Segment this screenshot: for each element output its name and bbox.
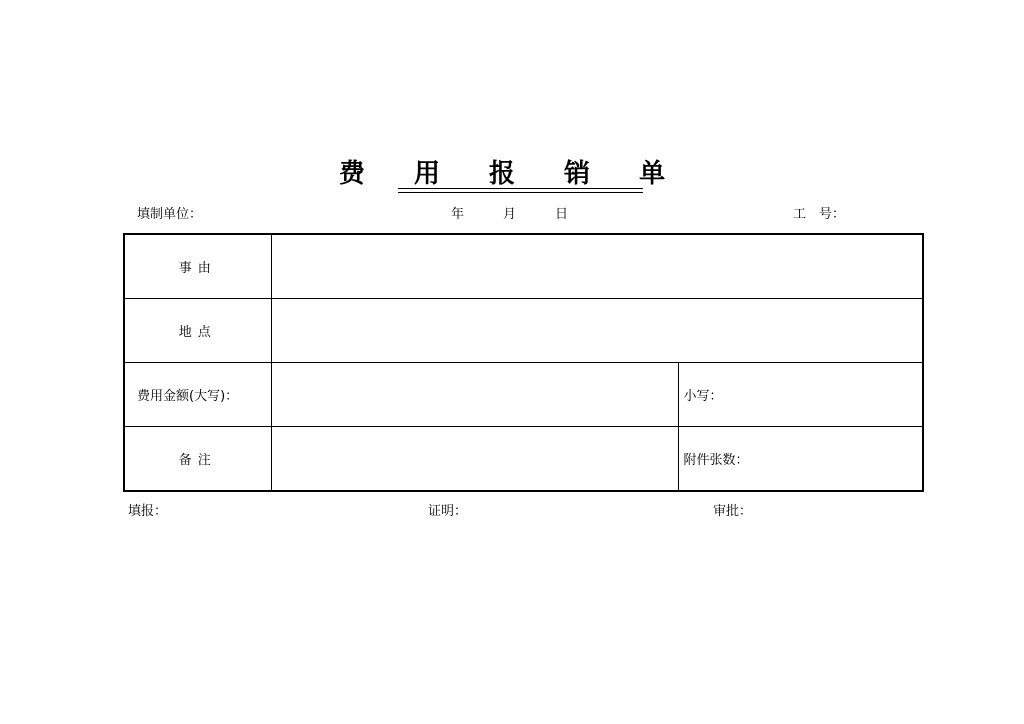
- amount-row: [124, 363, 923, 427]
- location-field[interactable]: [271, 299, 923, 363]
- amount-lowercase-cell[interactable]: 小写：: [678, 363, 923, 427]
- title-double-underline: [398, 188, 643, 193]
- reason-label: 事由: [124, 234, 271, 299]
- reason-field[interactable]: [271, 234, 923, 299]
- amount-uppercase-label: 费用金额(大写)：: [124, 363, 271, 427]
- amount-uppercase-field[interactable]: [271, 363, 678, 427]
- filled-by-label: 填报：: [128, 504, 168, 519]
- reason-row: [124, 234, 923, 299]
- location-row: [124, 299, 923, 363]
- day-label: 日: [555, 207, 569, 222]
- employee-id-label: 工 号：: [793, 207, 846, 222]
- remarks-field[interactable]: [271, 427, 678, 492]
- attachments-cell[interactable]: 附件张数：: [678, 427, 923, 492]
- form-title: 费 用 报 销 单: [338, 159, 686, 189]
- location-label: 地点: [124, 299, 271, 363]
- expense-form-table: [123, 233, 924, 492]
- remarks-label: 备注: [124, 427, 271, 492]
- month-label: 月: [503, 207, 517, 222]
- remarks-row: [124, 427, 923, 492]
- year-label: 年: [451, 207, 465, 222]
- approved-by-label: 审批：: [713, 504, 753, 519]
- unit-label: 填制单位：: [137, 207, 203, 222]
- certified-by-label: 证明：: [428, 504, 468, 519]
